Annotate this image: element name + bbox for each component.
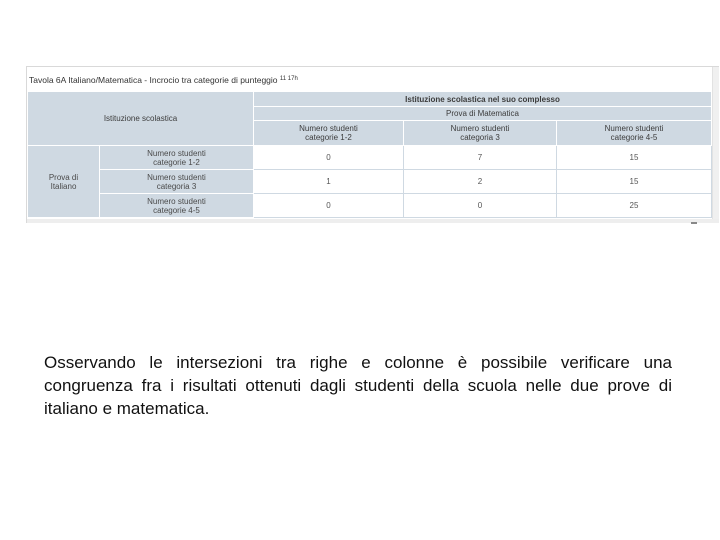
crosstab-table bbox=[27, 91, 712, 218]
body-paragraph: Osservando le intersezioni tra righe e colonne è possibile verificare una congruenza fra i risultati ottenuti dagli studenti della scuola nelle due prove di italiano e matematica. bbox=[44, 353, 672, 418]
table-cell: 0 bbox=[254, 194, 404, 218]
col-header-categorie-4-5: Numero studenti categorie 4-5 bbox=[557, 121, 712, 146]
row-group-prova-italiano: Prova di Italiano bbox=[28, 146, 100, 218]
table-title-text: Tavola 6A Italiano/Matematica - Incrocio tra categorie di punteggio bbox=[29, 75, 278, 85]
vertical-scrollbar[interactable] bbox=[712, 67, 719, 219]
table-cell: 1 bbox=[254, 170, 404, 194]
table-cell: 25 bbox=[557, 194, 712, 218]
row-header-categoria-3: Numero studenti categoria 3 bbox=[100, 170, 254, 194]
header-istituzione-complesso: Istituzione scolastica nel suo complesso bbox=[254, 92, 712, 107]
table-row bbox=[28, 170, 712, 194]
col-header-categoria-3: Numero studenti categoria 3 bbox=[404, 121, 557, 146]
table-cell: 15 bbox=[557, 146, 712, 170]
table-row bbox=[28, 146, 712, 170]
table-cell: 15 bbox=[557, 170, 712, 194]
table-cell: 0 bbox=[404, 194, 557, 218]
table-cell: 2 bbox=[404, 170, 557, 194]
table-cell: 7 bbox=[404, 146, 557, 170]
row-header-categorie-1-2: Numero studenti categorie 1-2 bbox=[100, 146, 254, 170]
table-screenshot bbox=[26, 66, 719, 223]
table-cell: 0 bbox=[254, 146, 404, 170]
row-header-categorie-4-5: Numero studenti categorie 4-5 bbox=[100, 194, 254, 218]
col-header-categorie-1-2: Numero studenti categorie 1-2 bbox=[254, 121, 404, 146]
table-title bbox=[29, 75, 298, 85]
table-title-note: 11 17h bbox=[279, 76, 298, 82]
table-row bbox=[28, 194, 712, 218]
header-istituzione-scolastica: Istituzione scolastica bbox=[28, 92, 254, 146]
header-prova-matematica: Prova di Matematica bbox=[254, 107, 712, 121]
resize-grip-icon bbox=[691, 222, 697, 224]
horizontal-scrollbar[interactable] bbox=[27, 219, 719, 223]
table-header-row-main bbox=[28, 92, 712, 107]
